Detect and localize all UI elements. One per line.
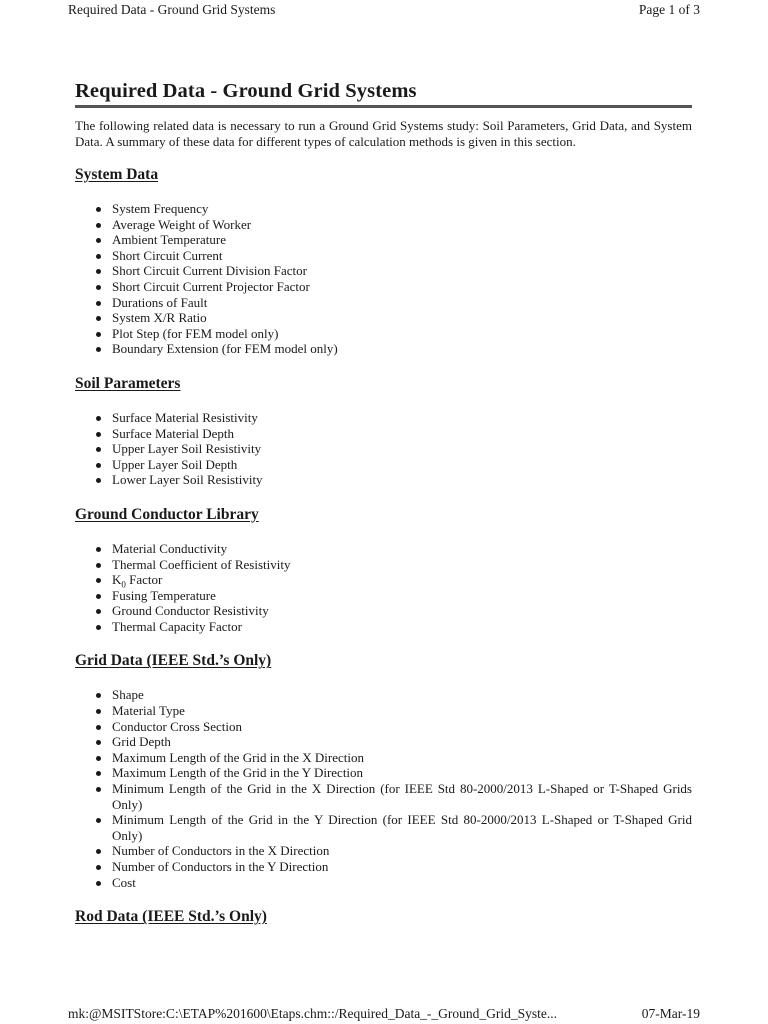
list-item: Short Circuit Current <box>75 248 692 264</box>
grid-data-list <box>75 687 692 890</box>
list-item: Short Circuit Current Projector Factor <box>75 279 692 295</box>
list-item: Durations of Fault <box>75 295 692 311</box>
bullet-icon <box>96 416 101 421</box>
rod-data-section <box>75 907 692 927</box>
bullet-icon <box>96 478 101 483</box>
list-item: Maximum Length of the Grid in the X Direction <box>75 750 692 766</box>
bullet-icon <box>96 609 101 614</box>
list-item: Material Conductivity <box>75 541 692 557</box>
bullet-icon <box>96 347 101 352</box>
list-item: Thermal Capacity Factor <box>75 619 692 635</box>
bullet-icon <box>96 285 101 290</box>
list-item: Lower Layer Soil Resistivity <box>75 472 692 488</box>
list-item: Grid Depth <box>75 734 692 750</box>
system-data-section <box>75 165 692 357</box>
bullet-icon <box>96 787 101 792</box>
list-item: System Frequency <box>75 201 692 217</box>
grid-data-heading: Grid Data (IEEE Std.’s Only) <box>75 652 272 670</box>
list-item: Upper Layer Soil Depth <box>75 457 692 473</box>
k0-factor-label: $K_0$ Factor <box>112 572 163 590</box>
bullet-icon <box>96 771 101 776</box>
bullet-icon <box>96 316 101 321</box>
bullet-icon <box>96 432 101 437</box>
list-item: Minimum Length of the Grid in the Y Direction (for IEEE Std 80-2000/2013 L-Shaped or T-Shaped Grid Only) <box>75 812 692 843</box>
bullet-icon <box>96 740 101 745</box>
bullet-icon <box>96 207 101 212</box>
grid-data-section <box>75 651 692 890</box>
soil-parameters-list <box>75 410 692 488</box>
list-item: Conductor Cross Section <box>75 719 692 735</box>
list-item: Plot Step (for FEM model only) <box>75 326 692 342</box>
list-item: Average Weight of Worker <box>75 217 692 233</box>
source-path: mk:@MSITStore:C:\ETAP%201600\Etaps.chm::/Required_Data_-_Ground_Grid_Syste... <box>68 1006 558 1021</box>
k0-subscript: 0 <box>121 579 126 590</box>
print-date: 07-Mar-19 <box>641 1006 700 1021</box>
rod-data-heading: Rod Data (IEEE Std.’s Only) <box>75 908 267 926</box>
page-number: Page 1 of 3 <box>638 2 700 17</box>
bullet-icon <box>96 865 101 870</box>
intro-paragraph: The following related data is necessary to run a Ground Grid Systems study: Soil Parameters, Grid Data, and System Data. A summary of these data for different types of calculation methods is given in this section. <box>75 118 692 149</box>
bullet-icon <box>96 254 101 259</box>
bullet-icon <box>96 881 101 886</box>
system-data-list <box>75 201 692 357</box>
list-item: Boundary Extension (for FEM model only) <box>75 341 692 357</box>
document-content <box>75 78 692 927</box>
conductor-library-section <box>75 505 692 635</box>
page-title: Required Data - Ground Grid Systems <box>75 78 692 108</box>
bullet-icon <box>96 849 101 854</box>
bullet-icon <box>96 238 101 243</box>
list-item: Thermal Coefficient of Resistivity <box>75 557 692 573</box>
bullet-icon <box>96 463 101 468</box>
soil-parameters-heading: Soil Parameters <box>75 374 181 392</box>
list-item: Minimum Length of the Grid in the X Direction (for IEEE Std 80-2000/2013 L-Shaped or T-Shaped Grids Only) <box>75 781 692 812</box>
bullet-icon <box>96 223 101 228</box>
bullet-icon <box>96 725 101 730</box>
list-item: Ambient Temperature <box>75 232 692 248</box>
list-item: Cost <box>75 875 692 891</box>
list-item: System X/R Ratio <box>75 310 692 326</box>
bullet-icon <box>96 547 101 552</box>
bullet-icon <box>96 594 101 599</box>
bullet-icon <box>96 818 101 823</box>
list-item: Maximum Length of the Grid in the Y Direction <box>75 765 692 781</box>
conductor-library-list <box>75 541 692 635</box>
list-item: Material Type <box>75 703 692 719</box>
soil-parameters-section <box>75 374 692 488</box>
conductor-library-heading: Ground Conductor Library <box>75 505 259 523</box>
list-item: Number of Conductors in the Y Direction <box>75 859 692 875</box>
bullet-icon <box>96 709 101 714</box>
system-data-heading: System Data <box>75 166 159 183</box>
bullet-icon <box>96 693 101 698</box>
bullet-icon <box>96 447 101 452</box>
list-item: Surface Material Resistivity <box>75 410 692 426</box>
list-item: Short Circuit Current Division Factor <box>75 263 692 279</box>
bullet-icon <box>96 756 101 761</box>
bullet-icon <box>96 269 101 274</box>
list-item: Shape <box>75 687 692 703</box>
bullet-icon <box>96 301 101 306</box>
bullet-icon <box>96 578 101 583</box>
list-item: Surface Material Depth <box>75 426 692 442</box>
list-item: Fusing Temperature <box>75 588 692 604</box>
print-footer <box>68 1005 700 1023</box>
list-item: Ground Conductor Resistivity <box>75 603 692 619</box>
print-header-title: Required Data - Ground Grid Systems <box>68 2 276 17</box>
print-header <box>68 1 700 19</box>
bullet-icon <box>96 625 101 630</box>
bullet-icon <box>96 563 101 568</box>
bullet-icon <box>96 332 101 337</box>
list-item: Number of Conductors in the X Direction <box>75 843 692 859</box>
list-item: Upper Layer Soil Resistivity <box>75 441 692 457</box>
list-item <box>75 572 692 588</box>
